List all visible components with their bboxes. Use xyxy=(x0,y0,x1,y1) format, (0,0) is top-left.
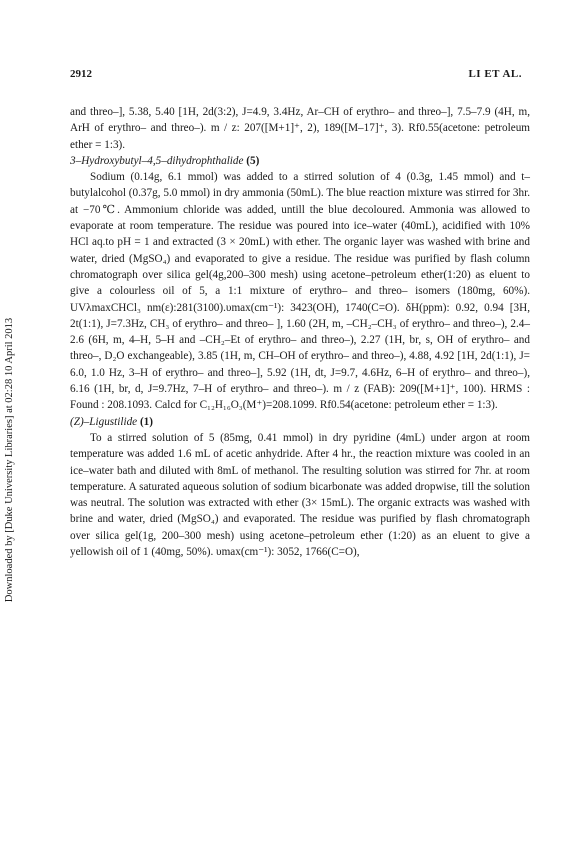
article-body xyxy=(70,104,530,560)
paragraph-ligustilide-procedure: To a stirred solution of 5 (85mg, 0.41 mmol) in dry pyridine (4mL) under argon at room temperature was added 1.6 mL of acetic anhydride. After 4 hr., the reaction mixture was cooled in an ice–water bath and diluted with 8mL of methanol. The resulting solution was stirred for 7hr. at room temperature. A saturated aqueous solution of sodium bicarbonate was added dropwise, till the solution was neutral. The solution was extracted with ether (3× 15mL). The organic extracts was washed with brine and water, dried (MgSO₄) and evaporated. The residue was purified by flash chromatograph over silica gel(1g, 200–300 mesh) using acetone–petroleum ether (1:20) as an eluent to give a yellowish oil of 1 (40mg, 50%). υmax(cm⁻¹): 3052, 1766(C=O), xyxy=(70,431,530,559)
running-head: LI ET AL. xyxy=(468,68,522,80)
heading-text: (Z)–Ligustilide xyxy=(70,415,138,428)
page-number: 2912 xyxy=(70,68,92,80)
heading-text: 3–Hydroxybutyl–4,5–dihydrophthalide xyxy=(70,154,244,167)
paragraph-sodium-procedure: Sodium (0.14g, 6.1 mmol) was added to a stirred solution of 4 (0.3g, 1.45 mmol) and t–butylalcohol (0.37g, 5.0 mmol) in dry ammonia (50mL). The blue reaction mixture was stirred for 3hr. at −70℃. Ammonium chloride was added, untill the blue decoloured. Ammonia was allowed to evaporate at room temperature. The residue was poured into ice–water (40mL), acidified with 10% HCl aq.to pH = 1 and extracted (3 × 20mL) with ether. The organic layer was washed with brine and water, dried (MgSO₄) and evaporated to give a residue. The residue was purified by flash column chromatograph over silica gel(4g,200–300 mesh) using acetone–petroleum ether(1:20) as eluent to give a colourless oil of 5, a 1:1 mixture of erythro– and threo– isomers (180mg, 60%). UVλmaxCHCl₃ nm(ε):281(3100).υmax(cm⁻¹): 3423(OH), 1740(C=O). δH(ppm): 0.92, 0.94 [3H, 2t(1:1), J=7.3Hz, CH₃ of erythro– and threo– ], 1.60 (2H, m, –CH₂–CH₃ of erythro– and threo–), 2.4–2.6 (6H, m, 4–H, 5–H and –CH₂–Et of erythro– and threo–), 2.27 (1H, br, s, OH of erythro– and threo–, D₂O exchangeable), 3.85 (1H, m, CH–OH of erythro– and threo–), 4.88, 4.92 [1H, 2d(1:1), J= 6.0, 1.0 Hz, 3–H of erythro– and threo–], 5.92 (1H, dt, J=9.7, 4.6Hz, 6–H of erythro– and threo–), 6.16 (1H, br, d, J=9.7Hz, 7–H of erythro– and threo–). m / z (FAB): 209([M+1]⁺, 100). HRMS : Found : 208.1093. Calcd for C₁₂H₁₆O₃(M⁺)=208.1099. Rf0.54(acetone: petroleum ether = 1:3). xyxy=(70,171,530,412)
heading-compound-number: (5) xyxy=(246,154,260,167)
download-watermark: Downloaded by [Duke University Libraries] at 02:28 10 April 2013 xyxy=(4,317,15,603)
section-heading-ligustilide xyxy=(70,414,530,430)
paragraph-continued: and threo–], 5.38, 5.40 [1H, 2d(3:2), J=4.9, 3.4Hz, Ar–CH of erythro– and threo–], 7.5–7.9 (4H, m, ArH of erythro– and threo–). m / z: 207([M+1]⁺, 2), 189([M–17]⁺, 3). Rf0.55(acetone: petroleum ether = 1:3). xyxy=(70,106,530,151)
heading-compound-number: (1) xyxy=(139,415,153,428)
section-heading-hydroxybutyl xyxy=(70,153,530,169)
